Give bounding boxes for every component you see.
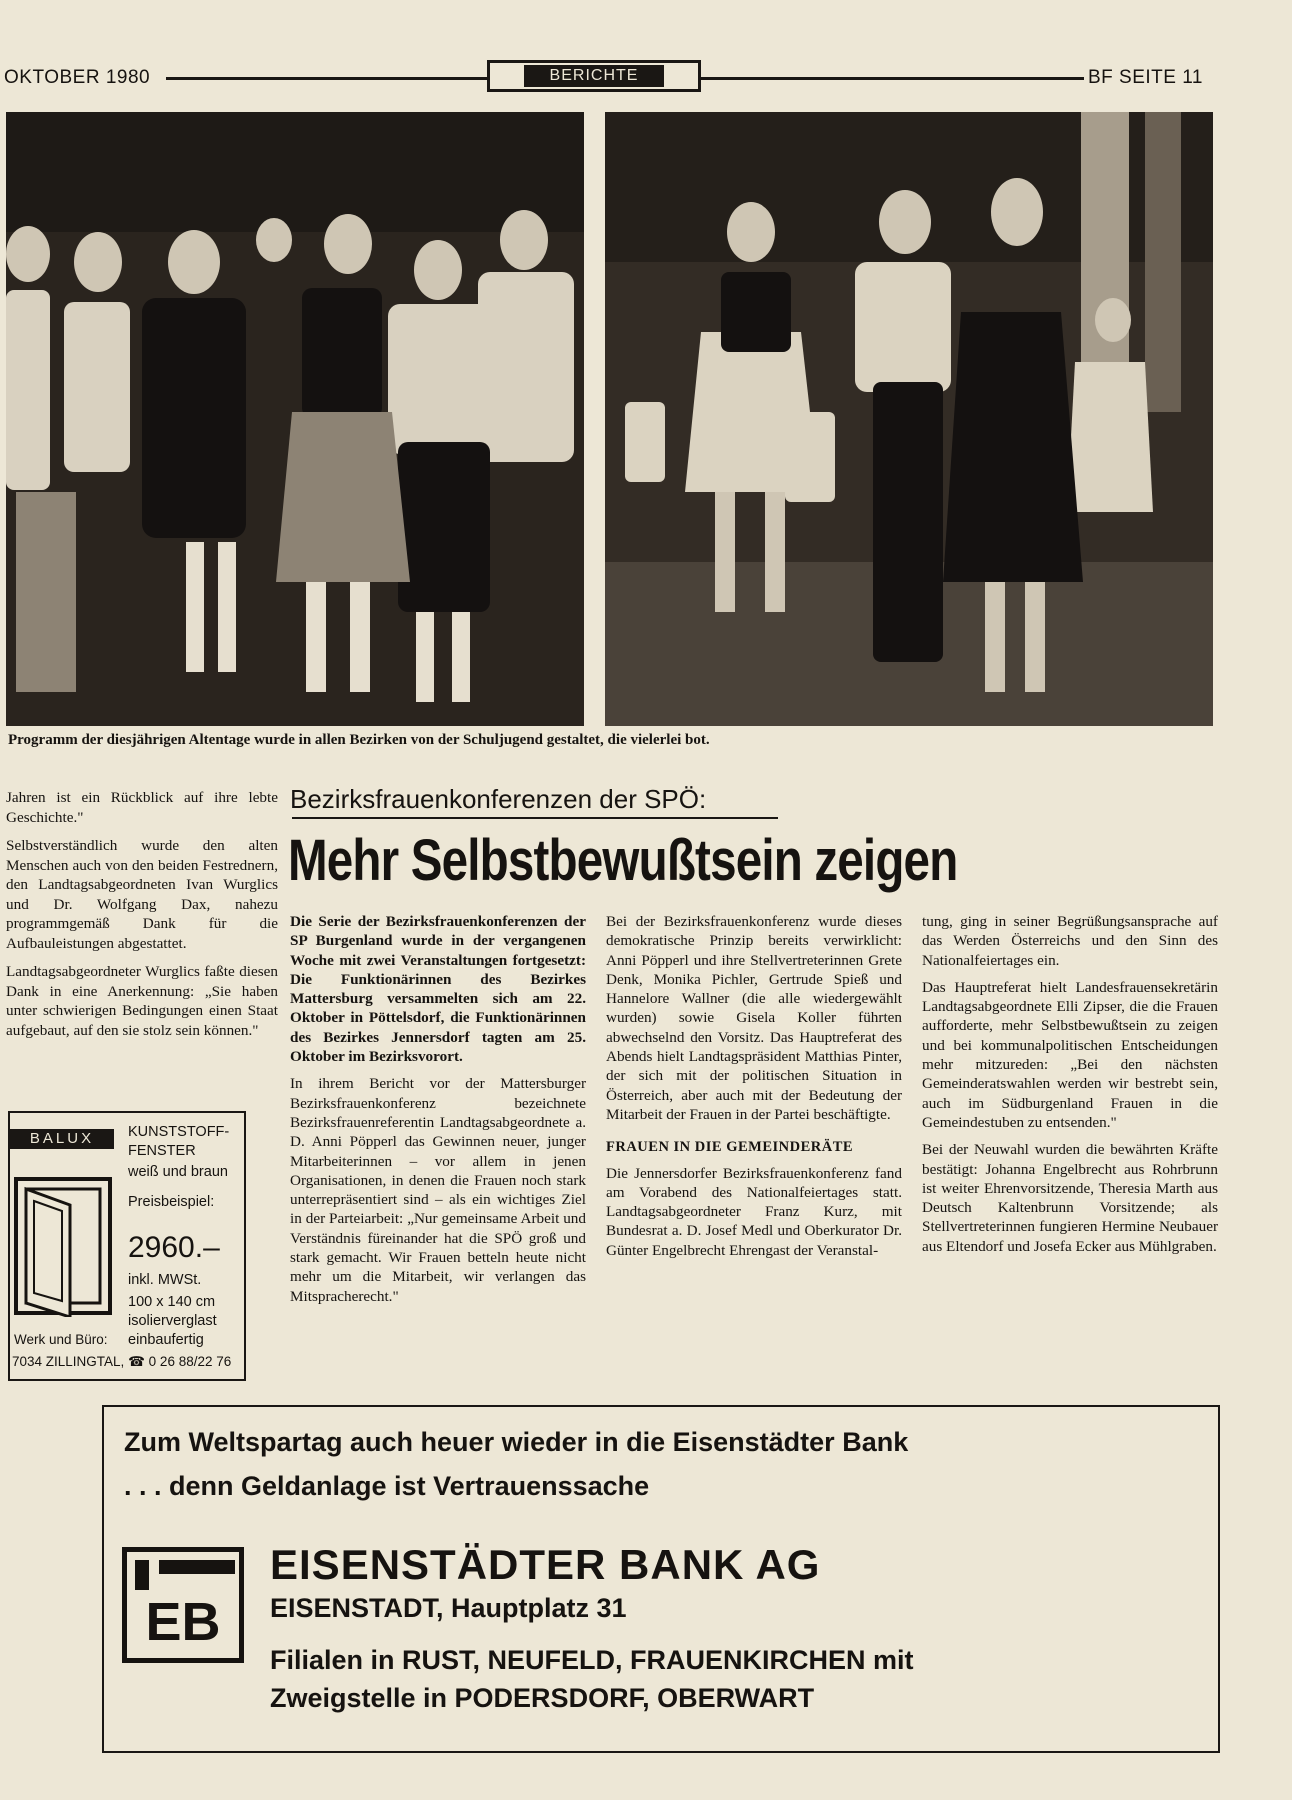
paragraph: In ihrem Bericht vor der Mattersburger Bezirksfrauenkonferenz bezeichnete Bezirksfrauenreferentin Landtagsabgeordnete a. D. Anni Pöpperl das Gewinnen neuer, junger Mitarbeiterinnen – vor allem in jenen Organisationen, in denen die Frauen noch stark unterrepräsentiert sind – als ein wichtiges Ziel in der Parteiarbeit: „Nur gemeinsame Arbeit und Verständnis füreinander hat die SPÖ groß und stark gemacht. Wir Frauen betteln heute nicht mehr um die Mitarbeit, wir verlangen das Mitspracherecht."	[290, 1075, 586, 1305]
photo-folk-dance	[605, 112, 1213, 726]
paragraph: Das Hauptreferat hielt Landesfrauensekretärin Landtagsabgeordnete Elli Zipser, die die Frauen aufforderte, mehr Selbstbewußtsein zu zeigen und bei kommunalpolitischen Entscheidungen mehr mitzureden: „Bei den nächsten Gemeinderatswahlen werden wir bestrebt sein, auch im Südburgenland Frauen in die Gemeindestuben zu entsenden."	[922, 978, 1218, 1131]
paragraph: Die Jennersdorfer Bezirksfrauenkonferenz fand am Vorabend des Nationalfeiertages statt. Landtagsabgeordneter Franz Kurz, mit Bundesrat a. D. Josef Medl und Oberkurator Dr. Günter Engelbrecht Ehrengast der Veranstal-	[606, 1164, 902, 1259]
ad-install: einbaufertig	[128, 1332, 204, 1348]
bank-logo	[122, 1547, 244, 1663]
ad-brand: BALUX	[10, 1129, 114, 1149]
previous-article-continuation	[6, 788, 278, 1049]
ad-phone: 0 26 88/22 76	[148, 1354, 232, 1369]
paragraph: Bei der Neuwahl wurden die bewährten Kräfte bestätigt: Johanna Engelbrecht aus Rohrbrunn ist weiter Ehrenvorsitzende, Theresia Marth aus Deutsch Kaltenbrunn Vorsitzende; als Stellvertreterinnen fungieren Hermine Neubauer aus Eltendorf und Josefa Ecker aus Mühlgraben.	[922, 1141, 1218, 1255]
ad-color-info: weiß und braun	[128, 1164, 228, 1180]
paragraph: Selbstverständlich wurde den alten Menschen auch von den beiden Festrednern, den Landtagsabgeordneten Ivan Wurglics und Dr. Wolfgang Dax, nahezu programmgemäß Dank für die Aufbauleistungen abgestattet.	[6, 837, 278, 952]
ad-price-label: Preisbeispiel:	[128, 1194, 215, 1210]
ad-product-line2: FENSTER	[128, 1143, 196, 1159]
bank-advertisement	[102, 1405, 1220, 1753]
ad-price: 2960.–	[128, 1231, 220, 1264]
ad-office-label: Werk und Büro:	[14, 1332, 108, 1347]
header-rule-right	[700, 77, 1084, 80]
page-number: BF SEITE 11	[1088, 67, 1203, 88]
article-lead: Die Serie der Bezirksfrauenkonferenzen der SP Burgenland wurde in der vergangenen Woche mit zwei Veranstaltungen fortgesetzt: Die Funktionärinnen des Bezirkes Mattersburg versammelten sich am 22. Oktober in Pöttelsdorf, die Funktionärinnen des Bezirkes Jennersdorf tagten am 25. Oktober im Bezirksvorort.	[290, 913, 586, 1066]
ad-address: 7034 ZILLINGTAL,	[12, 1354, 125, 1369]
photo-choir-children	[6, 112, 584, 726]
bank-branches-2: Zweigstelle in PODERSDORF, OBERWART	[270, 1683, 815, 1713]
window-advertisement	[8, 1111, 246, 1381]
paragraph: Landtagsabgeordneter Wurglics faßte diesen Dank in eine Anerkennung: „Sie haben unter schwierigen Bedingungen einen Staat aufgebaut, auf den sie stolz sein können."	[6, 963, 278, 1039]
bank-logo-top	[159, 1560, 235, 1574]
bank-logo-text: EB	[145, 1592, 221, 1652]
issue-date: OKTOBER 1980	[4, 67, 151, 88]
window-icon	[14, 1177, 114, 1322]
article-column-1	[290, 912, 586, 1314]
bank-slogan-1: Zum Weltspartag auch heuer wieder in die Eisenstädter Bank	[124, 1427, 909, 1457]
bank-slogan-2: . . . denn Geldanlage ist Vertrauenssache	[124, 1471, 650, 1501]
ad-contact	[12, 1353, 231, 1371]
section-label-text: BERICHTE	[524, 65, 665, 87]
ad-product-line1: KUNSTSTOFF-	[128, 1124, 230, 1140]
article-column-3	[922, 912, 1218, 1264]
paragraph: Bei der Bezirksfrauenkonferenz wurde dieses demokratische Prinzip bereits verwirklicht: Anni Pöpperl und ihre Stellvertreterinnen Grete Denk, Monika Pichler, Gertrude Spieß und Hannelore Wallner (die alle wiedergewählt wurden) sowie Gisela Koller führten abwechselnd den Vorsitz. Das Hauptreferat des Abends hielt Landtagspräsident Matthias Pinter, der sich mit der politischen Situation in Österreich, aber auch mit der Bedeutung der Mitarbeit der Frauen in der Partei beschäftigte.	[606, 913, 902, 1123]
article-kicker: Bezirksfrauenkonferenzen der SPÖ:	[290, 784, 707, 814]
section-label	[487, 60, 701, 92]
paragraph: tung, ging in seiner Begrüßungsansprache auf das Werden Österreichs und den Sinn des Nationalfeiertages ein.	[922, 913, 1218, 969]
ad-glass: isolierverglast	[128, 1313, 217, 1329]
photo-caption: Programm der diesjährigen Altentage wurde in allen Bezirken von der Schuljugend gestaltet, die vielerlei bot.	[8, 732, 710, 748]
ad-tax-info: inkl. MWSt.	[128, 1272, 202, 1288]
bank-name: EISENSTÄDTER BANK AG	[270, 1541, 821, 1588]
header-rule-left	[166, 77, 488, 80]
article-headline: Mehr Selbstbewußtsein zeigen	[288, 828, 958, 893]
article-column-2	[606, 912, 902, 1268]
bank-branches-1: Filialen in RUST, NEUFELD, FRAUENKIRCHEN mit	[270, 1645, 914, 1675]
paragraph: Jahren ist ein Rückblick auf ihre lebte Geschichte."	[6, 789, 278, 826]
telephone-icon: ☎	[128, 1354, 145, 1369]
bank-address: EISENSTADT, Hauptplatz 31	[270, 1593, 627, 1623]
bank-logo-bar	[135, 1560, 149, 1590]
kicker-rule	[292, 817, 778, 819]
ad-size: 100 x 140 cm	[128, 1294, 216, 1310]
article-subheading: FRAUEN IN DIE GEMEINDERÄTE	[606, 1139, 854, 1156]
